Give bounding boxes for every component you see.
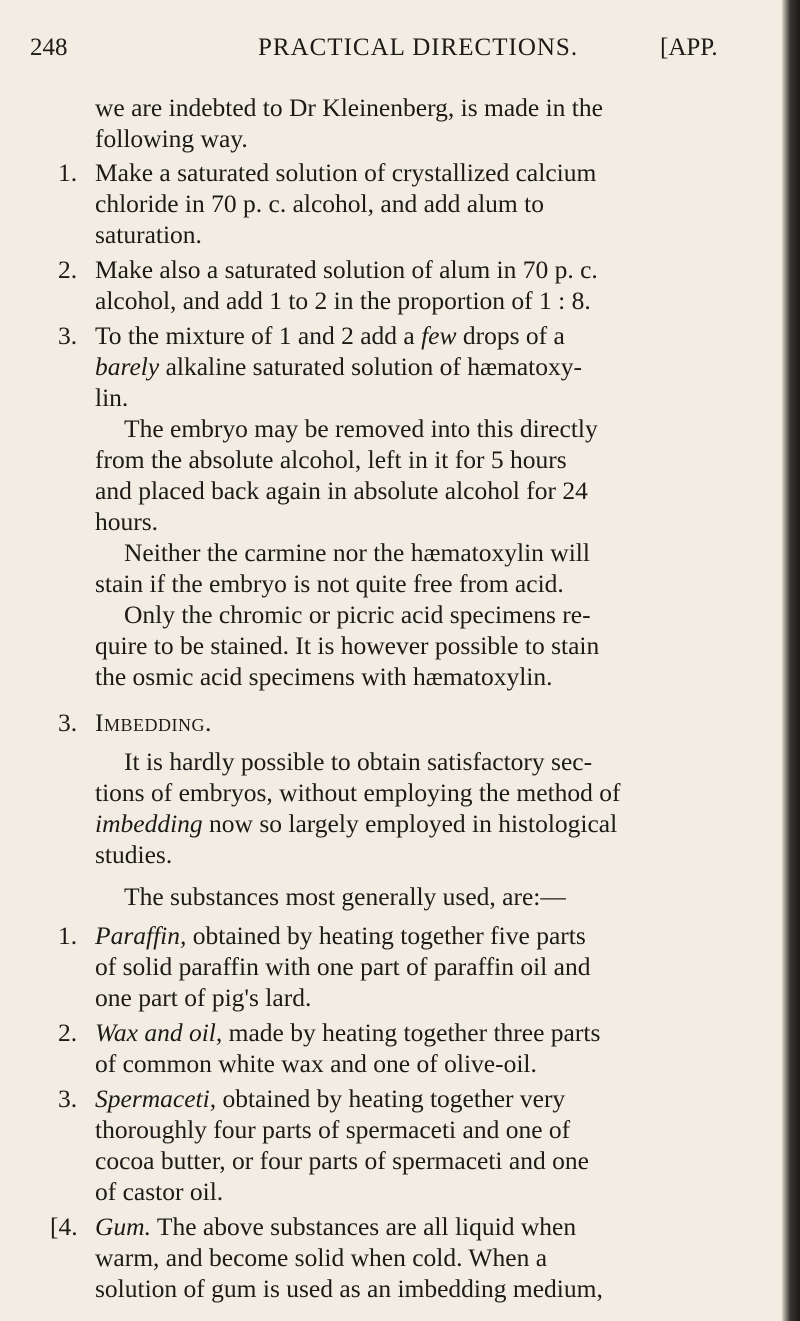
text-line: Make also a saturated solution of alum in 70 p. c. <box>95 255 598 284</box>
text-line: The embryo may be removed into this directly <box>124 414 598 443</box>
text-span: alkaline saturated solution of hæmatoxy- <box>159 352 582 381</box>
text-line <box>95 808 617 840</box>
text-line: one part of pig's lard. <box>95 983 312 1012</box>
text-line: of solid paraffin with one part of paraffin oil and <box>95 952 591 981</box>
text-line: tions of embryos, without employing the method of <box>95 778 621 807</box>
running-title: PRACTICAL DIRECTIONS. <box>258 34 579 61</box>
text-line: Neither the carmine nor the hæmatoxylin will <box>124 538 590 567</box>
text-line <box>95 1083 565 1115</box>
text-line <box>95 920 586 952</box>
text-line <box>95 351 582 383</box>
text-line: hours. <box>95 507 159 536</box>
text-line: It is hardly possible to obtain satisfactory sec- <box>124 747 593 776</box>
text-line: Make a saturated solution of crystallized calcium <box>95 158 597 187</box>
section-number: 3. <box>58 708 78 737</box>
text-span: To the mixture of 1 and 2 add a <box>95 321 422 350</box>
text-line: quire to be stained. It is however possible to stain <box>95 631 600 660</box>
text-line: thoroughly four parts of spermaceti and one of <box>95 1115 571 1144</box>
list-number: 1. <box>58 921 78 950</box>
text-line: The substances most generally used, are:— <box>124 882 566 911</box>
italic-span: imbedding <box>95 809 203 838</box>
running-header <box>30 34 770 64</box>
text-span: The above substances are all liquid when <box>150 1212 577 1241</box>
text-line <box>95 1211 576 1243</box>
italic-span: Gum. <box>95 1212 151 1241</box>
list-number: 3. <box>58 1084 78 1113</box>
text-line: and placed back again in absolute alcohol for 24 <box>95 476 588 505</box>
italic-span: Spermaceti, <box>95 1084 217 1113</box>
section-marker: [APP. <box>660 34 718 61</box>
text-line: lin. <box>95 383 129 412</box>
page-spine-shadow <box>782 0 800 1321</box>
italic-span: barely <box>95 352 160 381</box>
list-number: 2. <box>58 1018 78 1047</box>
text-span: drops of a <box>456 321 565 350</box>
text-line <box>95 320 565 352</box>
text-span: obtained by heating together five parts <box>186 921 586 950</box>
text-span: now so largely employed in histological <box>202 809 618 838</box>
text-line: we are indebted to Dr Kleinenberg, is made in the <box>95 93 603 122</box>
list-number: [4. <box>50 1212 78 1241</box>
text-line: from the absolute alcohol, left in it for 5 hours <box>95 445 567 474</box>
text-line: of common white wax and one of olive-oil. <box>95 1049 537 1078</box>
text-line: Only the chromic or picric acid specimens re- <box>124 600 591 629</box>
italic-span: Paraffin, <box>95 921 187 950</box>
italic-span: few <box>421 321 457 350</box>
text-line: solution of gum is used as an imbedding medium, <box>95 1274 603 1303</box>
text-line: saturation. <box>95 220 202 249</box>
text-line: alcohol, and add 1 to 2 in the proportion of 1 : 8. <box>95 286 591 315</box>
text-span: made by heating together three parts <box>222 1018 601 1047</box>
text-line: warm, and become solid when cold. When a <box>95 1243 548 1272</box>
text-line: following way. <box>95 124 248 153</box>
italic-span: Wax and oil, <box>95 1018 223 1047</box>
text-line: cocoa butter, or four parts of spermaceti and one <box>95 1146 589 1175</box>
text-line: studies. <box>95 840 173 869</box>
text-line: of castor oil. <box>95 1177 224 1206</box>
page-number: 248 <box>30 34 68 61</box>
list-number: 1. <box>58 158 78 187</box>
list-number: 3. <box>58 321 78 350</box>
text-line <box>95 1017 600 1049</box>
list-number: 2. <box>58 255 78 284</box>
text-span: obtained by heating together very <box>216 1084 566 1113</box>
section-heading: Imbedding. <box>95 708 212 737</box>
text-line: the osmic acid specimens with hæmatoxylin. <box>95 662 553 691</box>
text-line: stain if the embryo is not quite free from acid. <box>95 569 564 598</box>
text-line: chloride in 70 p. c. alcohol, and add alum to <box>95 189 544 218</box>
